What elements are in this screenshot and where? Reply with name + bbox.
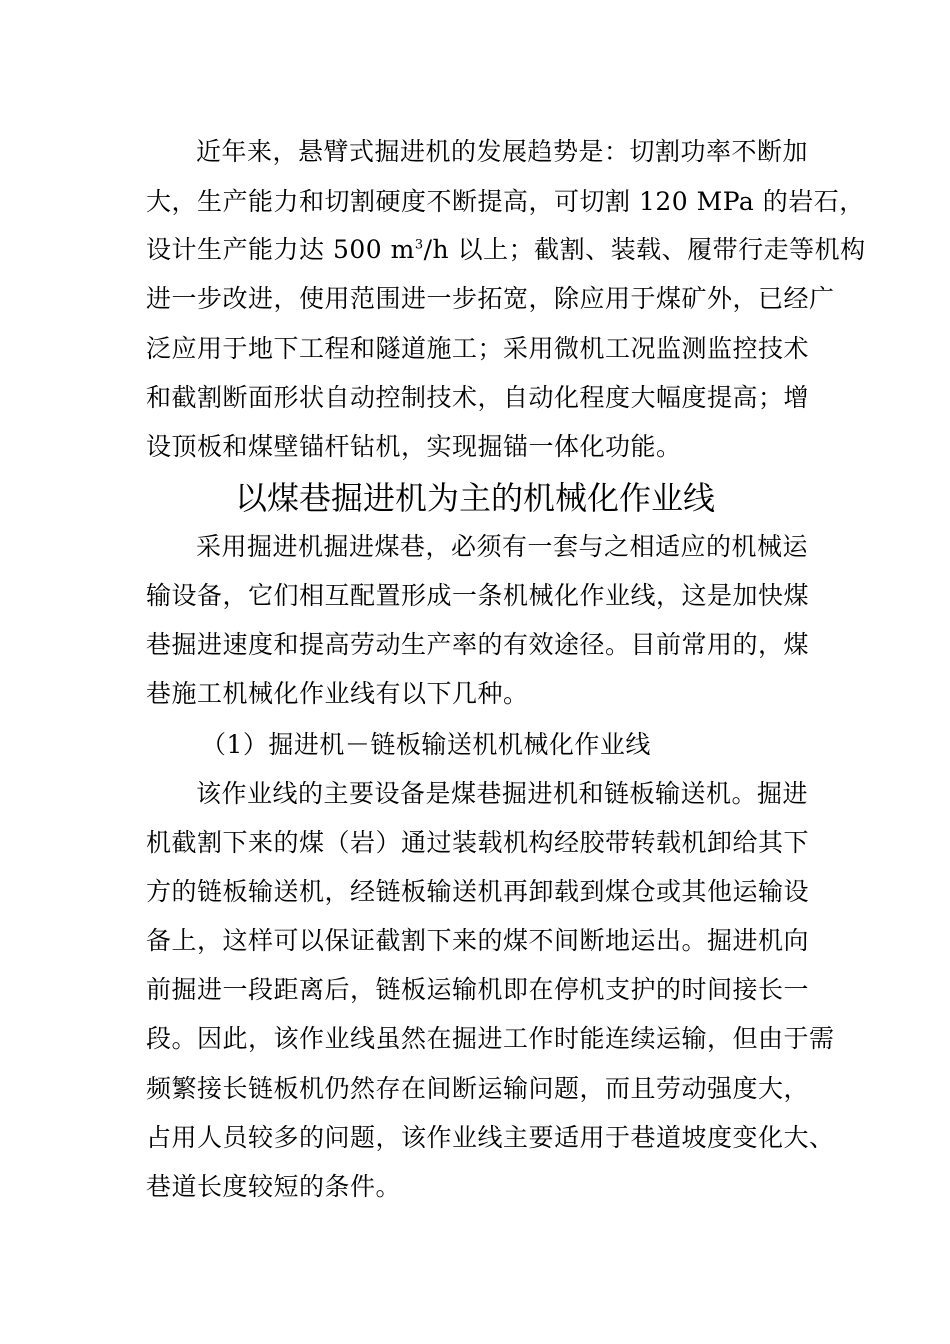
paragraph3-line-1: 该作业线的主要设备是煤巷掘进机和链板输送机。掘进 <box>196 779 809 808</box>
paragraph3-line-7: 频繁接长链板机仍然存在间断运输问题，而且劳动强度大， <box>146 1074 810 1103</box>
superscript-3: 3 <box>414 237 424 253</box>
paragraph1-line-3-part-b: /h 以上；截割、装载、履带行走等机构 <box>423 235 866 264</box>
paragraph1-line-7: 设顶板和煤壁锚杆钻机，实现掘锚一体化功能。 <box>146 432 682 461</box>
paragraph3-line-8: 占用人员较多的问题，该作业线主要适用于巷道坡度变化大、 <box>146 1123 835 1152</box>
paragraph1-line-6: 和截割断面形状自动控制技术，自动化程度大幅度提高；增 <box>146 383 810 412</box>
paragraph1-line-3-part-a: 设计生产能力达 500 m <box>146 235 415 264</box>
paragraph1-line-4: 进一步改进，使用范围进一步拓宽，除应用于煤矿外，已经广 <box>146 284 835 313</box>
paragraph1-line-3 <box>146 233 866 267</box>
paragraph2-line-2: 输设备，它们相互配置形成一条机械化作业线，这是加快煤 <box>146 581 810 610</box>
paragraph2-line-1: 采用掘进机掘进煤巷，必须有一套与之相适应的机械运 <box>196 532 809 561</box>
paragraph3-line-5: 前掘进一段距离后，链板运输机即在停机支护的时间接长一 <box>146 975 810 1004</box>
paragraph1-line-1: 近年来，悬臂式掘进机的发展趋势是：切割功率不断加 <box>196 137 809 166</box>
paragraph2-line-3: 巷掘进速度和提高劳动生产率的有效途径。目前常用的，煤 <box>146 630 810 659</box>
paragraph3-line-4: 备上，这样可以保证截割下来的煤不间断地运出。掘进机向 <box>146 926 810 955</box>
paragraph3-line-2: 机截割下来的煤（岩）通过装载机构经胶带转载机卸给其下 <box>146 828 810 857</box>
paragraph3-line-6: 段。因此，该作业线虽然在掘进工作时能连续运输，但由于需 <box>146 1024 835 1053</box>
subheading: （1）掘进机－链板输送机机械化作业线 <box>201 730 651 759</box>
paragraph3-line-9: 巷道长度较短的条件。 <box>146 1172 402 1201</box>
paragraph1-line-5: 泛应用于地下工程和隧道施工；采用微机工况监测监控技术 <box>146 334 810 363</box>
paragraph3-line-3: 方的链板输送机，经链板输送机再卸载到煤仓或其他运输设 <box>146 877 810 906</box>
paragraph1-line-2: 大，生产能力和切割硬度不断提高，可切割 120 MPa 的岩石， <box>146 187 865 216</box>
paragraph2-line-4: 巷施工机械化作业线有以下几种。 <box>146 679 529 708</box>
section-heading: 以煤巷掘进机为主的机械化作业线 <box>234 479 715 517</box>
